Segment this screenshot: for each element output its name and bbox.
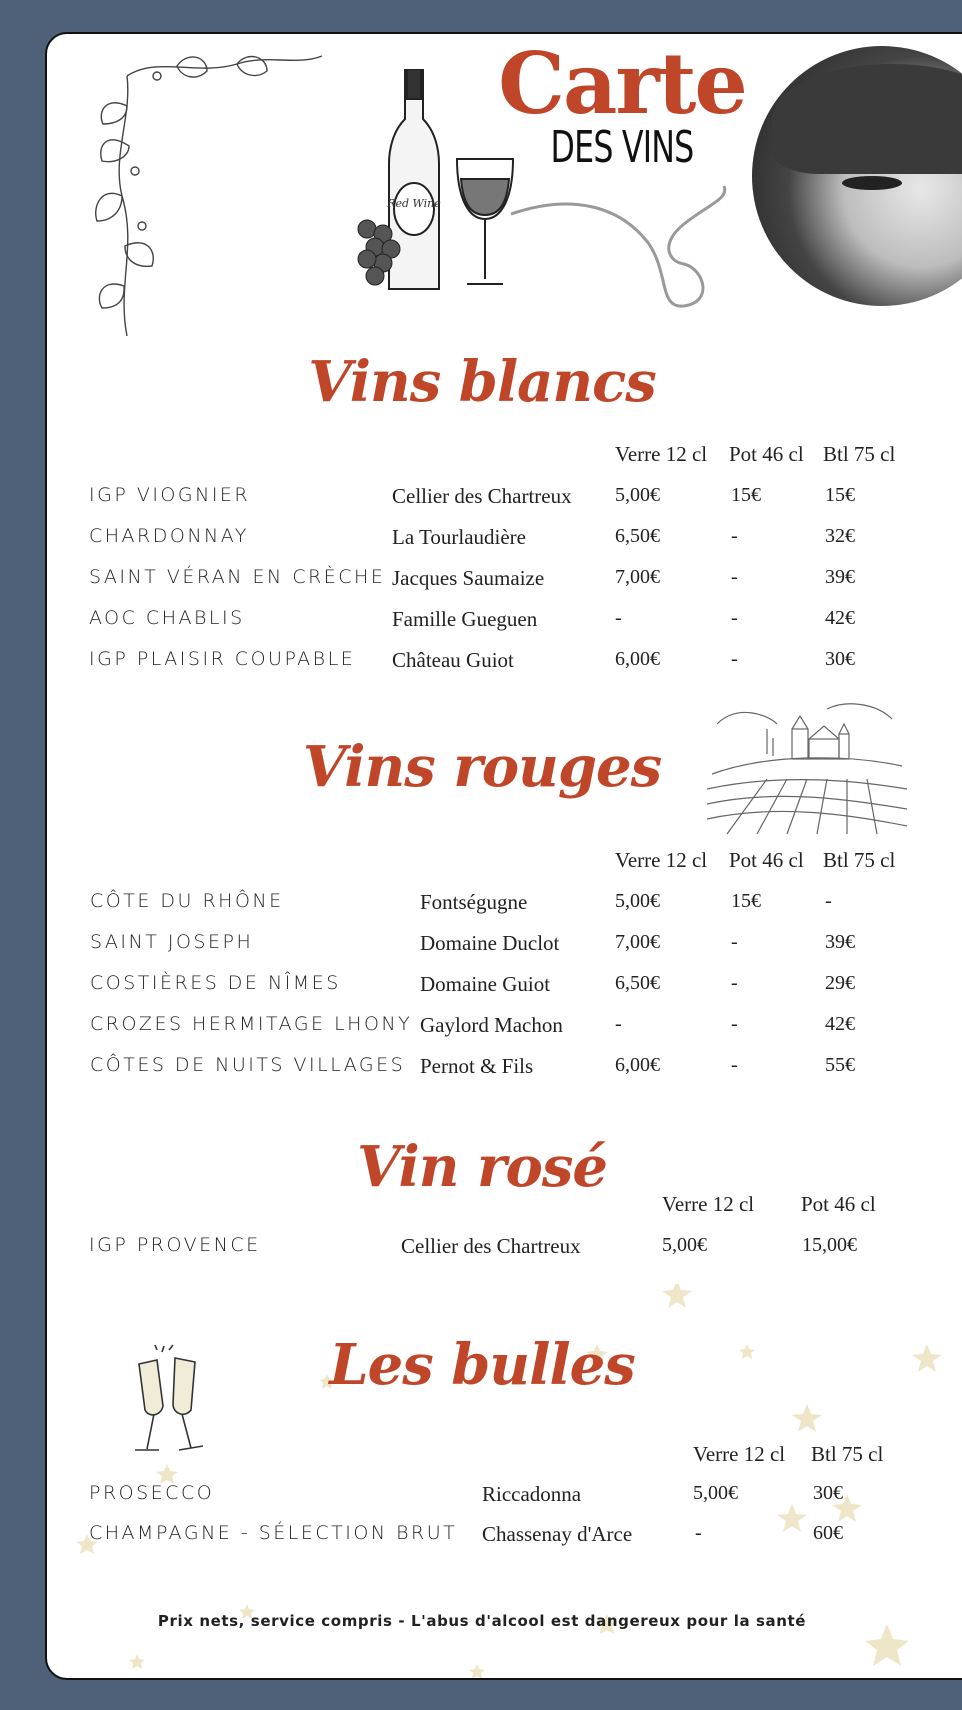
wine-producer: Riccadonna [482, 1482, 582, 1506]
wine-producer: Domaine Duclot [420, 931, 560, 955]
wine-name: IGP PLAISIR COUPABLE [89, 648, 356, 670]
wine-producer: Domaine Guiot [420, 972, 551, 996]
price-btl: 15€ [825, 484, 855, 506]
price-btl: 29€ [825, 972, 855, 994]
section-title-bulles: Les bulles [329, 1332, 635, 1398]
star [129, 1654, 145, 1669]
price-pot: - [731, 1013, 738, 1035]
price-pot: - [731, 648, 738, 670]
price-btl: 55€ [825, 1054, 855, 1076]
table-row [47, 525, 962, 555]
table-row [47, 1522, 962, 1552]
wine-list-rouges [47, 890, 962, 1090]
col-btl: Btl 75 cl [823, 848, 896, 872]
wine-name: SAINT VÉRAN EN CRÈCHE [89, 566, 386, 588]
table-row [47, 972, 962, 1002]
price-verre: - [615, 1013, 622, 1035]
col-pot: Pot 46 cl [729, 442, 804, 466]
wine-name: CÔTES DE NUITS VILLAGES [90, 1054, 406, 1076]
wine-name: AOC CHABLIS [89, 607, 245, 629]
wine-producer: Famille Gueguen [392, 607, 538, 631]
price-pot: - [731, 566, 738, 588]
footer-notice: Prix nets, service compris - L'abus d'alcool est dangereux pour la santé [157, 1612, 807, 1630]
wine-producer: La Tourlaudière [392, 525, 526, 549]
price-verre: 5,00€ [615, 484, 660, 506]
price-verre: 7,00€ [615, 566, 660, 588]
wine-name: IGP VIOGNIER [89, 484, 251, 506]
table-row [47, 484, 962, 514]
wine-name: IGP PROVENCE [89, 1234, 261, 1256]
price-pot: - [731, 1054, 738, 1076]
wine-producer: Gaylord Machon [420, 1013, 563, 1037]
section-title-rose: Vin rosé [357, 1134, 607, 1200]
col-btl: Btl 75 cl [823, 442, 896, 466]
col-verre: Verre 12 cl [693, 1442, 786, 1466]
col-btl: Btl 75 cl [811, 1442, 884, 1466]
bottle-label: Red Wine [387, 197, 441, 210]
page-subtitle: DES VINS [550, 122, 694, 173]
vine-decoration [67, 46, 327, 346]
wine-list-bulles [47, 1482, 962, 1562]
col-pot: Pot 46 cl [729, 848, 804, 872]
price-pot: 15,00€ [802, 1234, 857, 1256]
table-row [47, 1482, 962, 1512]
swirl-decoration [509, 184, 739, 314]
price-verre: 7,00€ [615, 931, 660, 953]
wine-name: CROZES HERMITAGE LHONY [90, 1013, 413, 1035]
col-pot: Pot 46 cl [801, 1192, 876, 1216]
price-btl: 39€ [825, 931, 855, 953]
column-headers-bulles [47, 1442, 962, 1472]
wine-name: SAINT JOSEPH [90, 931, 254, 953]
wine-producer: Cellier des Chartreux [401, 1234, 581, 1258]
wine-name: CÔTE DU RHÔNE [90, 890, 284, 912]
wine-producer: Chassenay d'Arce [482, 1522, 633, 1546]
price-pot: 15€ [731, 890, 761, 912]
price-verre: - [615, 607, 622, 629]
column-headers-blancs [47, 442, 962, 472]
wine-name: COSTIÈRES DE NÎMES [90, 972, 341, 994]
section-title-blancs: Vins blancs [308, 349, 656, 415]
wine-list-blancs [47, 484, 962, 684]
wine-producer: Cellier des Chartreux [392, 484, 572, 508]
table-row [47, 1054, 962, 1084]
wine-list-rose [47, 1234, 962, 1268]
price-verre: - [695, 1522, 702, 1544]
price-verre: 6,50€ [615, 972, 660, 994]
section-title-rouges: Vins rouges [302, 734, 662, 800]
table-row [47, 648, 962, 678]
menu-card [45, 32, 962, 1680]
price-verre: 5,00€ [693, 1482, 738, 1504]
wine-name: PROSECCO [89, 1482, 215, 1504]
price-verre: 6,00€ [615, 1054, 660, 1076]
wine-name: CHAMPAGNE - SÉLECTION BRUT [89, 1522, 458, 1544]
col-verre: Verre 12 cl [615, 848, 708, 872]
col-verre: Verre 12 cl [615, 442, 708, 466]
price-btl: 39€ [825, 566, 855, 588]
table-row [47, 566, 962, 596]
price-pot: 15€ [731, 484, 761, 506]
star [865, 1624, 909, 1666]
price-btl: 30€ [825, 648, 855, 670]
star [469, 1664, 485, 1678]
table-row [47, 1013, 962, 1043]
price-btl: 30€ [813, 1482, 843, 1504]
wine-producer: Jacques Saumaize [392, 566, 545, 590]
wine-producer: Pernot & Fils [420, 1054, 534, 1078]
star [662, 1284, 692, 1308]
price-pot: - [731, 972, 738, 994]
wine-producer: Fontségugne [420, 890, 528, 914]
wine-name: CHARDONNAY [89, 525, 249, 547]
star [792, 1404, 822, 1432]
page-title: Carte [498, 34, 746, 133]
table-row [47, 607, 962, 637]
price-verre: 6,00€ [615, 648, 660, 670]
price-pot: - [731, 931, 738, 953]
price-pot: - [731, 607, 738, 629]
table-row [47, 890, 962, 920]
price-verre: 6,50€ [615, 525, 660, 547]
column-headers-rose [47, 1192, 962, 1222]
price-btl: 32€ [825, 525, 855, 547]
table-row [47, 1234, 962, 1264]
price-verre: 5,00€ [662, 1234, 707, 1256]
price-btl: - [825, 890, 832, 912]
col-verre: Verre 12 cl [662, 1192, 755, 1216]
price-btl: 42€ [825, 1013, 855, 1035]
price-pot: - [731, 525, 738, 547]
price-btl: 60€ [813, 1522, 843, 1544]
wine-producer: Château Guiot [392, 648, 514, 672]
portrait-image [752, 46, 962, 306]
price-verre: 5,00€ [615, 890, 660, 912]
column-headers-rouges [47, 848, 962, 878]
price-btl: 42€ [825, 607, 855, 629]
table-row [47, 931, 962, 961]
